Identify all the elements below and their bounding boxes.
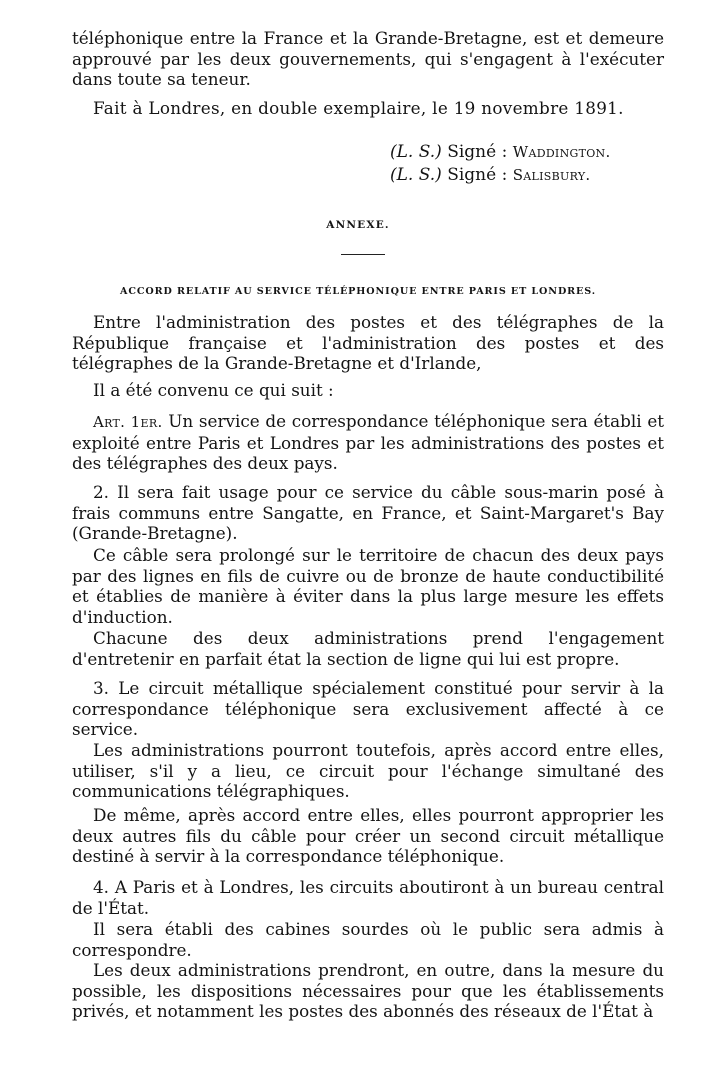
annex-heading: ANNEXE. [326, 219, 390, 231]
signature-waddington [390, 142, 611, 162]
article-2-paragraph-3: Chacune des deux administrations prend l'engagement d'entretenir en parfait état la section de ligne qui lui est propre. [72, 628, 664, 669]
article-3-paragraph-1: 3. Le circuit métallique spécialement constitué pour servir à la correspondance téléphonique sera exclusivement affecté à ce service. [72, 678, 664, 739]
done-at-line: Fait à Londres, en double exemplaire, le 19 novembre 1891. [93, 98, 624, 118]
article-2-paragraph-2: Ce câble sera prolongé sur le territoire de chacun des deux pays par des lignes en fils de cuivre ou de bronze de haute conductibilité et établies de manière à éviter dans la plus large mesure les effets d'induction. [72, 545, 664, 627]
preamble-paragraph: Entre l'administration des postes et des télégraphes de la République française et l'administration des postes et des télégraphes de la Grande-Bretagne et d'Irlande, [72, 312, 664, 373]
article-3-paragraph-3: De même, après accord entre elles, elles pourront approprier les deux autres fils du câble pour créer un second circuit métallique destiné à servir à la correspondance téléphonique. [72, 805, 664, 866]
annex-subtitle: ACCORD RELATIF AU SERVICE TÉLÉPHONIQUE ENTRE PARIS ET LONDRES. [120, 286, 596, 297]
agreed-line: Il a été convenu ce qui suit : [93, 380, 334, 400]
signatory-name: Waddington. [512, 143, 611, 161]
article-1 [72, 411, 664, 474]
article-1-text: Un service de correspondance téléphonique sera établi et exploité entre Paris et Londres par les administrations des postes et des télégraphes des deux pays. [72, 411, 664, 473]
article-4-paragraph-2: Il sera établi des cabines sourdes où le public sera admis à correspondre. [72, 919, 664, 960]
article-1-label: Art. 1er. [93, 413, 163, 431]
article-4-paragraph-3: Les deux administrations prendront, en outre, dans la mesure du possible, les dispositions nécessaires pour que les établissements privés, et notamment les postes des abonnés des réseaux de l'État à [72, 960, 664, 1021]
seal-mark: (L. S.) [390, 165, 442, 185]
signatory-name: Salisbury. [512, 166, 591, 184]
signed-label: Signé : [447, 142, 508, 162]
section-divider [341, 254, 385, 255]
signature-salisbury [390, 165, 590, 185]
seal-mark: (L. S.) [390, 142, 442, 162]
article-3-paragraph-2: Les administrations pourront toutefois, après accord entre elles, utiliser, s'il y a lieu, ce circuit pour l'échange simultané des communications télégraphiques. [72, 740, 664, 801]
intro-paragraph: téléphonique entre la France et la Grande-Bretagne, est et demeure approuvé par les deux gouvernements, qui s'engagent à l'exécuter dans toute sa teneur. [72, 28, 664, 89]
signed-label: Signé : [447, 165, 508, 185]
article-2-paragraph-1: 2. Il sera fait usage pour ce service du câble sous-marin posé à frais communs entre Sangatte, en France, et Saint-Margaret's Bay (Grande-Bretagne). [72, 482, 664, 543]
article-4-paragraph-1: 4. A Paris et à Londres, les circuits aboutiront à un bureau central de l'État. [72, 877, 664, 918]
